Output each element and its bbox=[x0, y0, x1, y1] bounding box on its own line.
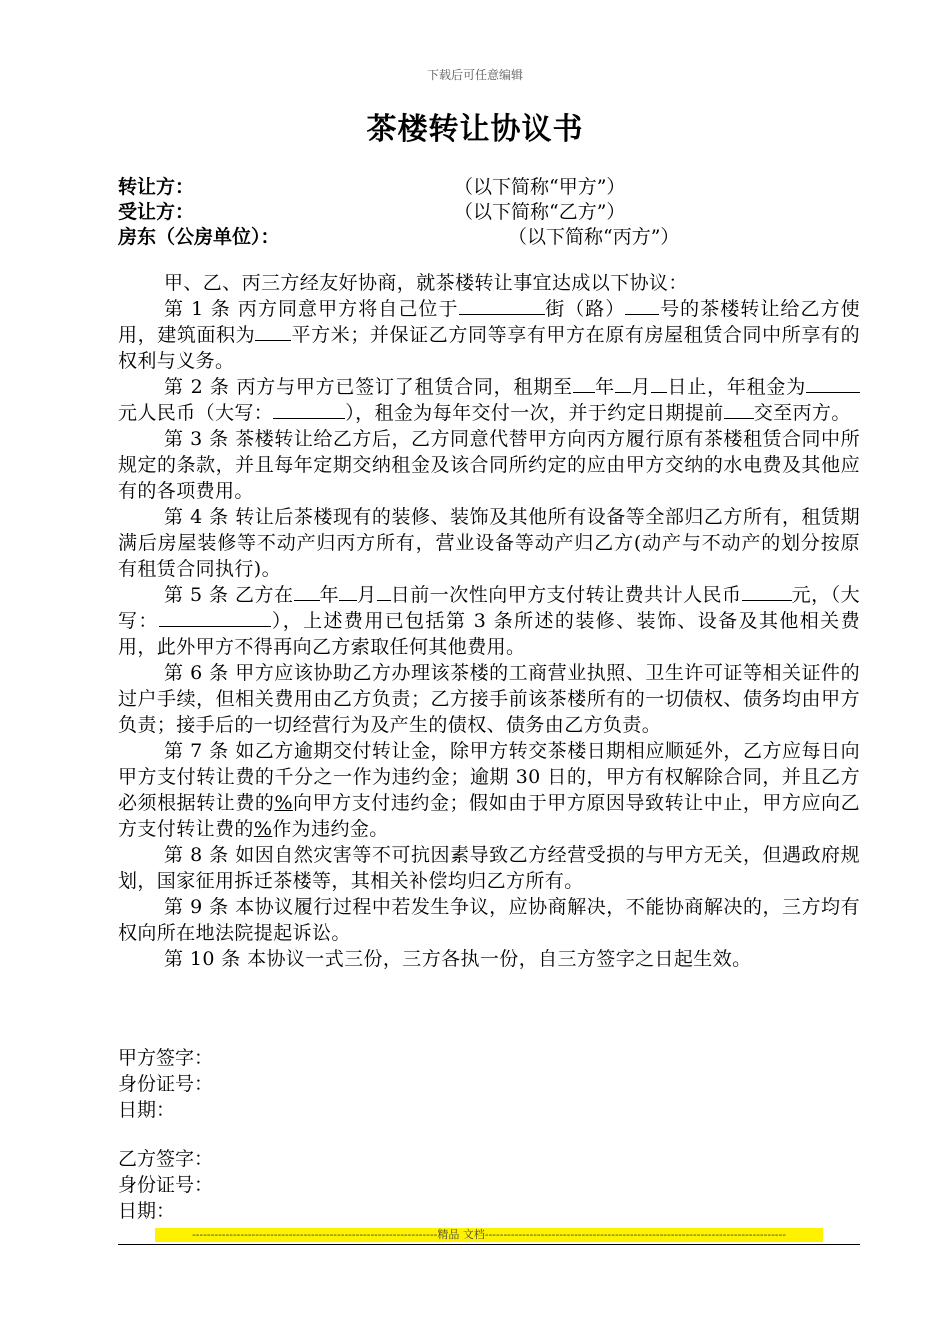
blank-street bbox=[459, 296, 545, 315]
blank-rent-words bbox=[273, 400, 345, 419]
party-label: 转让方： bbox=[118, 176, 195, 198]
clause-9: 第 9 条 本协议履行过程中若发生争议，应协商解决，不能协商解决的，三方均有权向所在地法院提起诉讼。 bbox=[118, 896, 860, 944]
footer-band: ------------------------------------------------------------------精品 文档--------------------------------------------------------------------------------- bbox=[155, 1228, 823, 1242]
blank-month bbox=[339, 582, 357, 601]
party-alias: （以下简称“乙方”） bbox=[454, 201, 626, 223]
footer-label: 精品 文档 bbox=[437, 1228, 485, 1241]
clause-6: 第 6 条 甲方应该协助乙方办理该茶楼的工商营业执照、卫生许可证等相关证件的过户手续，但相关费用由乙方负责；乙方接手前该茶楼所有的一切债权、债务均由甲方负责；接手后的一切经营行为及产生的债权、债务由乙方负责。 bbox=[118, 662, 860, 736]
signature-label: 乙方签字： bbox=[118, 1148, 214, 1170]
party-label: 房东（公房单位）： bbox=[118, 226, 280, 248]
id-number-label: 身份证号： bbox=[118, 1073, 214, 1095]
intro-paragraph: 甲、乙、丙三方经友好协商，就茶楼转让事宜达成以下协议： bbox=[164, 272, 688, 294]
parties-block bbox=[118, 175, 858, 250]
party-alias: （以下简称“甲方”） bbox=[454, 176, 626, 198]
clause-5: 第 5 条 乙方在 年 月 日前一次性向甲方支付转让费共计人民币 元，（大写： ），上述费用已包括第 3 条所述的装修、装饰、设备及其他相关费用，此外甲方不得再向乙方索取任何其他费用。 bbox=[118, 584, 860, 658]
clause-7: 第 7 条 如乙方逾期交付转让金，除甲方转交茶楼日期相应顺延外，乙方应每日向甲方支付转让费的千分之一作为违约金；逾期 30 日的，甲方有权解除合同，并且乙方必须根据转让费的%向甲方支付违约金；假如由于甲方原因导致转让中止，甲方应向乙方支付转让费的%作为违约金。 bbox=[118, 740, 860, 840]
clause-4: 第 4 条 转让后茶楼现有的装修、装饰及其他所有设备等全部归乙方所有，租赁期满后房屋装修等不动产归丙方所有，营业设备等动产归乙方(动产与不动产的划分按原有租赁合同执行)。 bbox=[118, 506, 860, 580]
clause-10: 第 10 条 本协议一式三份，三方各执一份，自三方签字之日起生效。 bbox=[164, 948, 752, 970]
clause-8: 第 8 条 如因自然灾害等不可抗因素导致乙方经营受损的与甲方无关，但遇政府规划，国家征用拆迁茶楼等，其相关补偿均归乙方所有。 bbox=[118, 844, 860, 892]
id-number-label: 身份证号： bbox=[118, 1174, 214, 1196]
blank-fee bbox=[742, 582, 792, 601]
blank-day bbox=[377, 582, 391, 601]
clause-3: 第 3 条 茶楼转让给乙方后，乙方同意代替甲方向丙方履行原有茶楼租赁合同中所规定的条款，并且每年定期交纳租金及该合同所约定的应由甲方交纳的水电费及其他应有的各项费用。 bbox=[118, 428, 860, 502]
blank-advance bbox=[724, 400, 754, 419]
blank-rent bbox=[806, 374, 860, 393]
date-label: 日期： bbox=[118, 1200, 176, 1222]
blank-percent: % bbox=[274, 792, 293, 814]
party-landlord bbox=[118, 225, 858, 250]
clause-1: 第 1 条 丙方同意甲方将自己位于 街（路） 号的茶楼转让给乙方使用，建筑面积为 平方米；并保证乙方同等享有甲方在原有房屋租赁合同中所享有的权利与义务。 bbox=[118, 298, 860, 372]
blank-year bbox=[294, 582, 320, 601]
party-transferee bbox=[118, 200, 858, 225]
agreement-body bbox=[118, 270, 860, 972]
clause-2: 第 2 条 丙方与甲方已签订了租赁合同，租期至 年 月 日止，年租金为元人民币（大写： ），租金为每年交付一次，并于约定日期提前 交至丙方。 bbox=[118, 374, 860, 426]
party-transferor bbox=[118, 175, 858, 200]
party-label: 受让方： bbox=[118, 201, 195, 223]
blank-percent: % bbox=[253, 818, 273, 840]
party-alias: （以下简称“丙方”） bbox=[508, 226, 680, 248]
blank-day bbox=[651, 374, 667, 393]
footer-rule bbox=[118, 1244, 860, 1245]
document-title: 茶楼转让协议书 bbox=[366, 112, 584, 147]
blank-month bbox=[615, 374, 631, 393]
signature-block-b bbox=[118, 1146, 213, 1224]
blank-fee-words bbox=[159, 608, 271, 627]
signature-label: 甲方签字： bbox=[118, 1047, 214, 1069]
date-label: 日期： bbox=[118, 1099, 176, 1121]
blank-number bbox=[625, 296, 659, 315]
blank-area bbox=[255, 322, 291, 341]
header-note: 下载后可任意编辑 bbox=[426, 68, 523, 82]
blank-year bbox=[573, 374, 595, 393]
signature-block-a bbox=[118, 1045, 213, 1123]
